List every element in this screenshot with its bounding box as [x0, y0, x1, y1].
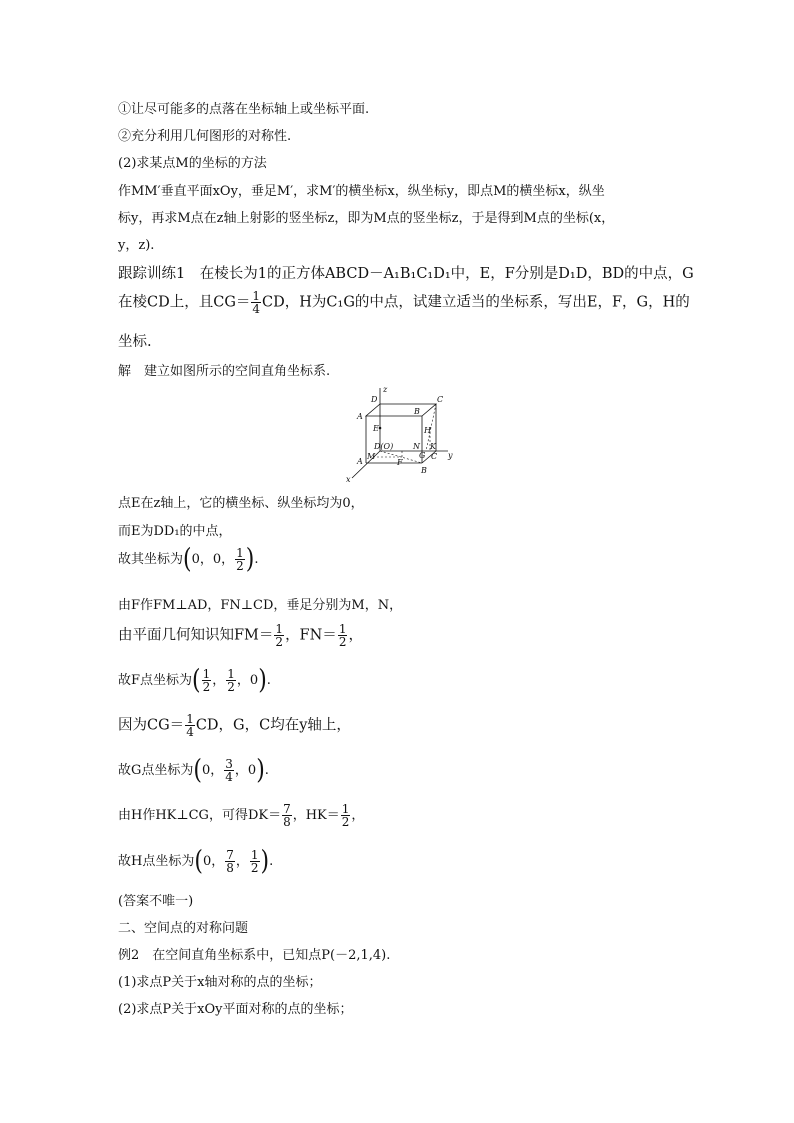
- text-run: 故H点坐标为: [118, 854, 195, 869]
- text-run: ，HK＝: [292, 808, 340, 823]
- label-x: x: [346, 475, 351, 484]
- fraction: [202, 668, 212, 693]
- cube-figure: [340, 386, 460, 486]
- exercise-line: [118, 290, 690, 315]
- text-run: CD，H为C₁G的中点，试建立适当的坐标系，写出E，F，G，H的: [262, 294, 690, 311]
- fraction: [251, 290, 261, 315]
- text-run: ，: [235, 854, 249, 869]
- text-line: [118, 543, 259, 575]
- numerator: 1: [227, 667, 235, 681]
- text-line: (1)求点P关于x轴对称的点的坐标；: [118, 975, 322, 990]
- fraction: [274, 623, 284, 648]
- denominator: 8: [226, 861, 234, 875]
- exercise-line: 坐标.: [118, 334, 152, 350]
- text-run: ，FN＝: [285, 627, 337, 644]
- numerator: 1: [341, 802, 350, 816]
- denominator: 8: [283, 815, 291, 829]
- fraction: [282, 803, 292, 828]
- label-d1: D: [371, 395, 378, 404]
- text-line: [118, 713, 351, 738]
- denominator: 4: [186, 725, 194, 739]
- numerator: 7: [226, 848, 234, 862]
- text-run: 0，: [202, 854, 225, 869]
- denominator: 2: [227, 680, 235, 694]
- text-run: ，0: [234, 763, 257, 778]
- solution-heading: 解 建立如图所示的空间直角坐标系.: [118, 364, 331, 379]
- label-h: H: [424, 426, 431, 435]
- numerator: 7: [283, 802, 291, 816]
- fraction: [235, 547, 245, 572]
- paren: (: [193, 754, 202, 786]
- denominator: 4: [225, 770, 233, 784]
- label-c1: C: [437, 395, 444, 404]
- text-run: 因为CG＝: [118, 717, 185, 734]
- denominator: 2: [341, 815, 350, 829]
- denominator: 2: [275, 635, 284, 649]
- text-run: .: [266, 673, 271, 688]
- text-run: 0，0，: [191, 552, 235, 567]
- text-run: 在棱CD上，且CG＝: [118, 294, 251, 311]
- text-line: [118, 803, 364, 828]
- numerator: 1: [202, 667, 211, 681]
- text-run: 0，: [201, 763, 224, 778]
- denominator: 2: [202, 680, 211, 694]
- text-run: .: [264, 763, 269, 778]
- numerator: 1: [236, 546, 244, 560]
- numerator: 1: [250, 848, 259, 862]
- text-line: (2)求点P关于xOy平面对称的点的坐标；: [118, 1002, 353, 1017]
- fraction: [250, 849, 260, 874]
- label-a1: A: [357, 412, 363, 421]
- label-b: B: [421, 466, 427, 475]
- text-line: 而E为DD₁的中点，: [118, 524, 232, 539]
- text-line: [118, 845, 274, 877]
- label-z: z: [383, 386, 388, 394]
- numerator: 1: [338, 622, 347, 636]
- label-b1: B: [414, 407, 420, 416]
- text-run: .: [254, 552, 259, 567]
- numerator: 3: [225, 757, 233, 771]
- fraction: [226, 668, 236, 693]
- text-line: (2)求某点M的坐标的方法: [118, 156, 267, 171]
- text-run: .: [269, 854, 274, 869]
- label-f: F: [397, 458, 403, 467]
- text-run: ，: [351, 808, 365, 823]
- text-run: 故其坐标为: [118, 552, 184, 567]
- text-line: ①让尽可能多的点落在坐标轴上或坐标平面.: [118, 102, 370, 117]
- text-run: 由H作HK⊥CG，可得DK＝: [118, 808, 282, 823]
- fraction: [225, 849, 235, 874]
- text-line: [118, 664, 271, 696]
- label-y: y: [448, 451, 453, 460]
- denominator: 2: [250, 861, 259, 875]
- text-line: (答案不唯一): [118, 894, 194, 909]
- label-a: A: [357, 457, 363, 466]
- paren: (: [183, 543, 192, 575]
- text-run: ，: [348, 627, 363, 644]
- paren: (: [192, 664, 201, 696]
- section-heading: 二、空间点的对称问题: [118, 921, 249, 936]
- paren: (: [194, 845, 203, 877]
- text-run: 故G点坐标为: [118, 763, 194, 778]
- text-run: 故F点坐标为: [118, 673, 193, 688]
- paren: ): [256, 754, 265, 786]
- fraction: [338, 623, 348, 648]
- label-g: G: [419, 451, 426, 460]
- text-line: 作MM′垂直平面xOy，垂足M′，求M′的横坐标x，纵坐标y，即点M的横坐标x，纵坐: [118, 184, 605, 199]
- label-k: K: [430, 442, 436, 451]
- text-line: 标y，再求M点在z轴上射影的竖坐标z，即为M点的竖坐标z，于是得到M点的坐标(x，: [118, 211, 615, 226]
- fraction: [341, 803, 351, 828]
- text-run: 由平面几何知识知FM＝: [118, 627, 274, 644]
- paren: ): [245, 543, 255, 575]
- paren: ): [260, 845, 270, 877]
- label-c: C: [431, 452, 438, 461]
- label-n: N: [413, 442, 420, 451]
- denominator: 2: [236, 559, 244, 573]
- label-e: E: [373, 424, 379, 433]
- example-heading: 例2 在空间直角坐标系中，已知点P(－2,1,4).: [118, 948, 391, 963]
- numerator: 1: [186, 712, 194, 726]
- text-line: 点E在z轴上，它的横坐标、纵坐标均为0，: [118, 496, 364, 511]
- label-d: D(O): [374, 442, 394, 451]
- text-run: ，0: [236, 673, 259, 688]
- text-line: y，z).: [118, 238, 155, 253]
- text-line: 由F作FM⊥AD，FN⊥CD，垂足分别为M，N，: [118, 598, 403, 613]
- text-line: [118, 754, 269, 786]
- text-line: [118, 623, 363, 648]
- fraction: [224, 758, 234, 783]
- denominator: 4: [252, 302, 261, 316]
- label-m: M: [367, 452, 376, 461]
- numerator: 1: [275, 622, 284, 636]
- text-run: CD，G，C均在y轴上，: [195, 717, 351, 734]
- denominator: 2: [338, 635, 347, 649]
- text-line: ②充分利用几何图形的对称性.: [118, 129, 292, 144]
- exercise-heading: 跟踪训练1 在棱长为1的正方体ABCD－A₁B₁C₁D₁中，E，F分别是D₁D，BD的中点，G: [118, 266, 694, 282]
- fraction: [185, 713, 195, 738]
- text-run: ，: [212, 673, 226, 688]
- numerator: 1: [252, 289, 261, 303]
- paren: ): [258, 664, 267, 696]
